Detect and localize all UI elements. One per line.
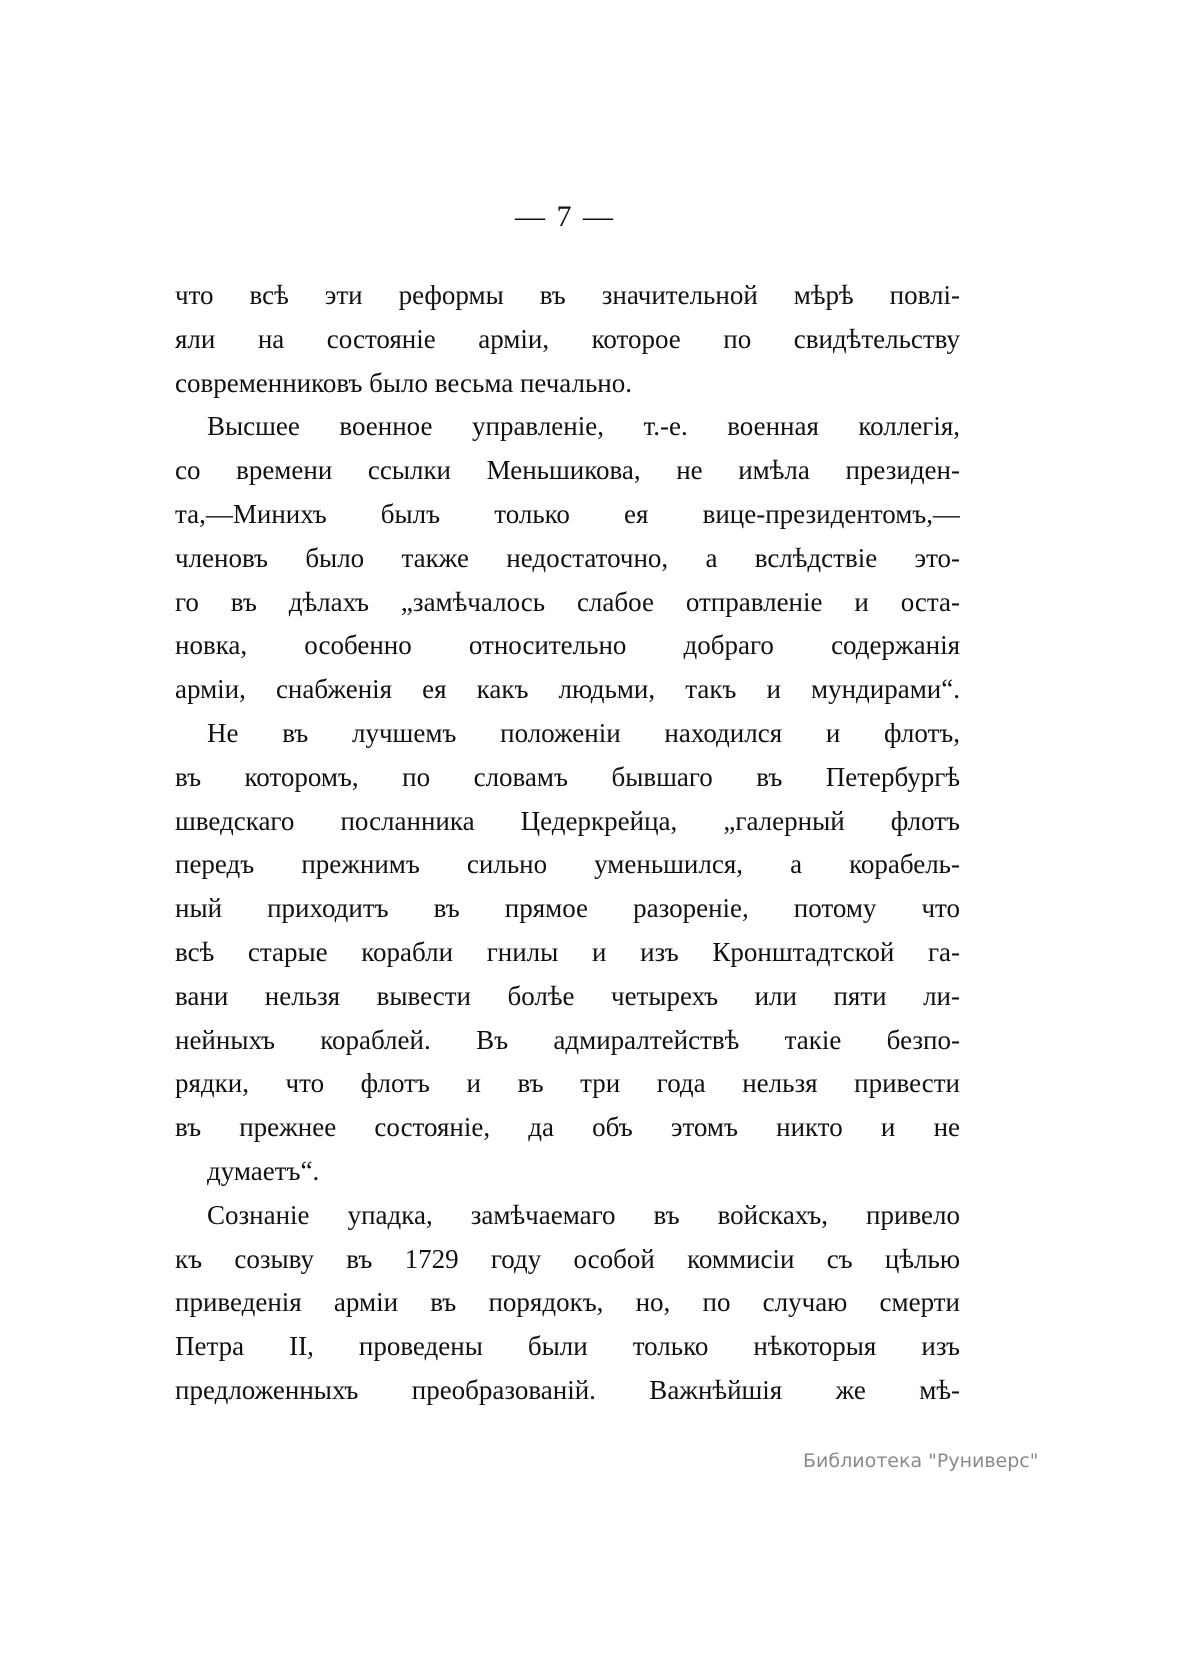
text-line: ный приходитъ въ прямое разореніе, потому что bbox=[175, 893, 960, 924]
text-line: вани нельзя вывести болѣе четырехъ или пяти ли- bbox=[175, 980, 960, 1011]
text-line: къ созыву въ 1729 году особой коммисіи съ цѣлью bbox=[175, 1243, 960, 1274]
text-line: та,—Минихъ былъ только ея вице-президентомъ,— bbox=[175, 498, 960, 529]
text-line: приведенія арміи въ порядокъ, но, по случаю смерти bbox=[175, 1287, 960, 1318]
text-line: Петра II, проведены были только нѣкоторыя изъ bbox=[175, 1331, 960, 1362]
body-text bbox=[175, 274, 960, 1413]
text-line: нейныхъ кораблей. Въ адмиралтействѣ такіе безпо- bbox=[175, 1024, 960, 1055]
text-line: шведскаго посланника Цедеркрейца, „галерный флотъ bbox=[175, 805, 960, 836]
text-line: современниковъ было весьма печально. bbox=[175, 367, 632, 398]
text-line: новка, особенно относительно добраго содержанія bbox=[175, 630, 960, 661]
text-line: Не въ лучшемъ положеніи находился и флотъ, bbox=[207, 717, 960, 748]
text-line: яли на состояніе арміи, которое по свидѣтельству bbox=[175, 323, 960, 354]
text-line: членовъ было также недостаточно, а вслѣдствіе это- bbox=[175, 542, 960, 573]
text-line: Сознаніе упадка, замѣчаемаго въ войскахъ, привело bbox=[207, 1199, 960, 1230]
text-line: передъ прежнимъ сильно уменьшился, а корабель- bbox=[175, 849, 960, 880]
text-line: думаетъ“. bbox=[207, 1155, 320, 1186]
text-line: со времени ссылки Меньшикова, не имѣла президен- bbox=[175, 455, 960, 486]
text-line: въ прежнее состояніе, да объ этомъ никто и не bbox=[175, 1112, 960, 1143]
text-line: въ которомъ, по словамъ бывшаго въ Петербургѣ bbox=[175, 761, 960, 792]
text-line: предложенныхъ преобразованій. Важнѣйшія же мѣ- bbox=[175, 1374, 960, 1405]
text-line: рядки, что флотъ и въ три года нельзя привести bbox=[175, 1068, 960, 1099]
library-watermark: Библиотека "Руниверс" bbox=[803, 1450, 1039, 1472]
text-line: что всѣ эти реформы въ значительной мѣрѣ повлі- bbox=[175, 280, 960, 310]
text-line: арміи, снабженія ея какъ людьми, такъ и мундирами“. bbox=[175, 674, 960, 705]
page-number: — 7 — bbox=[515, 200, 615, 233]
text-line: всѣ старые корабли гнилы и изъ Кронштадтской га- bbox=[175, 936, 960, 967]
text-line: го въ дѣлахъ „замѣчалось слабое отправленіе и оста- bbox=[175, 586, 960, 617]
text-line: Высшее военное управленіе, т.-е. военная коллегія, bbox=[207, 411, 960, 442]
